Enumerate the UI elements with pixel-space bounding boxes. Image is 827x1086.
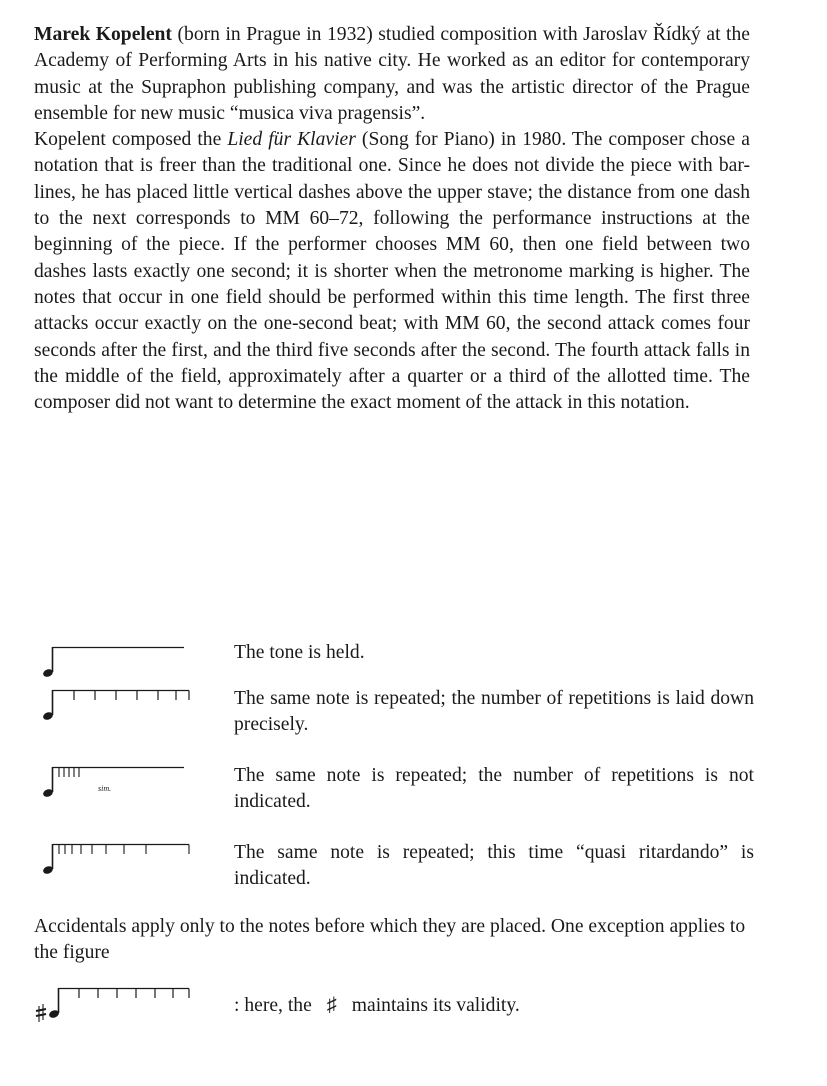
- legend-row-ritardando: [34, 840, 754, 900]
- legend-row-unindicated-repetitions: [34, 763, 754, 823]
- composer-name: Marek Kopelent: [34, 24, 172, 45]
- sim-label: sim.: [98, 784, 112, 793]
- exception-text: [234, 992, 754, 1019]
- intro-paragraph-1-rest: (born in Prague in 1932) studied composition with Jaroslav Řídký at the Academy of Performing Arts in his native city. He worked as an editor for contemporary music at the Supraphon publishing company, and was the artistic director of the Prague ensemble for new music “musica viva pragensis”.: [34, 24, 750, 124]
- exception-prefix: : here, the: [234, 995, 312, 1016]
- legend-text-ritardando: The same note is repeated; this time “quasi ritardando” is indicated.: [234, 842, 754, 889]
- legend-text-precise-repetitions: The same note is repeated; the number of repetitions is laid down precisely.: [234, 688, 754, 735]
- exception-figure-row: [34, 986, 754, 1026]
- intro-paragraph-2-start: Kopelent composed the: [34, 129, 228, 151]
- piece-title: Lied für Klavier: [227, 129, 356, 151]
- intro-paragraph-1: [34, 22, 750, 127]
- sharp-repetition-notation: [34, 984, 204, 1034]
- legend-row-precise-repetitions: [34, 686, 754, 746]
- held-tone-notation: [34, 640, 204, 690]
- intro-paragraph-2-rest: (Song for Piano) in 1980. The composer chose a notation that is freer than the traditional one. Since he does not divide the piece with bar-lines, he has placed little vertical dashes above the upper stave; the distance from one dash to the next corresponds to MM 60–72, following the performance instructions at the beginning of the piece. If the performer chooses MM 60, then one field between two dashes lasts exactly one second; it is shorter when the metronome marking is higher. The notes that occur in one field should be performed within this time length. The first three attacks occur exactly on the one-second beat; with MM 60, the second attack comes four seconds after the first, and the third five seconds after the second. The fourth attack falls in the middle of the field, approximately after a quarter or a third of the allotted time. The composer did not want to determine the exact moment of the attack in this notation.: [34, 129, 750, 414]
- sharp-symbol: ♯: [326, 994, 337, 1016]
- precise-repetition-notation: [34, 686, 204, 736]
- intro-text: [34, 22, 750, 416]
- ritardando-notation: [34, 840, 204, 890]
- unindicated-repetition-notation: [34, 763, 204, 813]
- intro-paragraph-2: [34, 127, 750, 416]
- legend-text-unindicated-repetitions: The same note is repeated; the number of repetitions is not indicated.: [234, 765, 754, 812]
- legend-text-held: The tone is held.: [234, 642, 365, 663]
- sharp-sign-icon: [36, 1004, 46, 1022]
- exception-suffix: maintains its validity.: [351, 995, 520, 1016]
- accidentals-text: Accidentals apply only to the notes before which they are placed. One exception applies to the figure: [34, 916, 746, 964]
